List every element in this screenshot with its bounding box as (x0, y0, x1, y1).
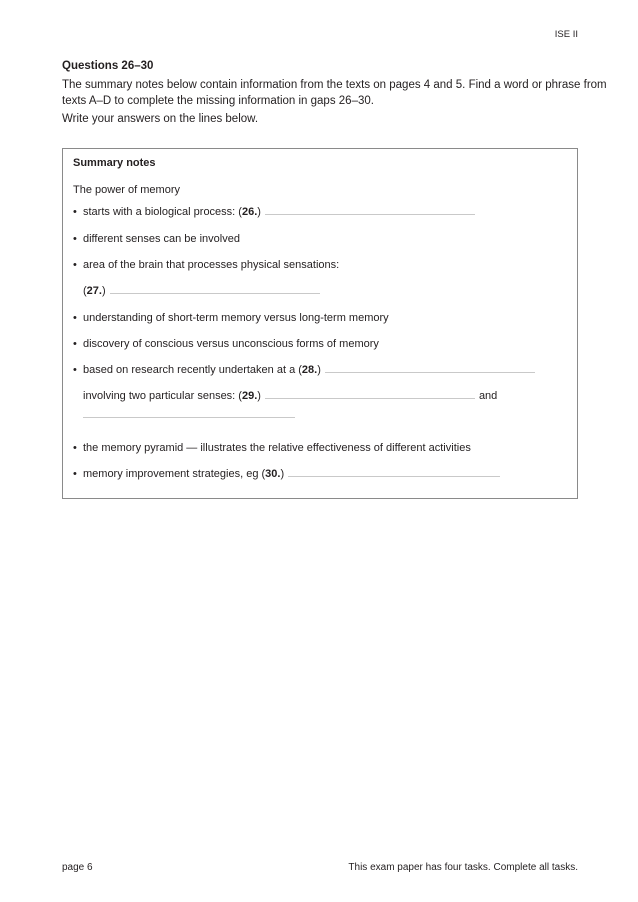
item-text: the memory pyramid — illustrates the relative effectiveness of different activities (83, 442, 471, 454)
questions-title: Questions 26–30 (62, 60, 154, 72)
item-text: different senses can be involved (83, 233, 240, 245)
gap-number-29: 29. (241, 390, 258, 402)
item-text: starts with a biological process: ( (83, 206, 242, 218)
answer-line-27[interactable] (110, 292, 320, 294)
answer-line-28[interactable] (325, 371, 535, 373)
footer-note-emph: all (539, 862, 550, 873)
intro-plain: The summary notes below contain information from the texts on pages 4 and 5. (62, 79, 469, 91)
item-text: discovery of conscious versus unconscious forms of memory (83, 338, 379, 350)
gap-number-26: 26. (241, 206, 258, 218)
page-number: page 6 (62, 862, 93, 873)
footer-note-emph: four (444, 862, 462, 873)
list-item: • starts with a biological process: ( 26. ) (73, 206, 475, 218)
list-item-continuation: ( 27. ) (83, 285, 320, 297)
bullet-icon: • (73, 206, 77, 218)
list-item-continuation (83, 416, 295, 421)
list-item (73, 312, 389, 324)
gap-number-27: 27. (86, 285, 102, 297)
item-text: understanding of short-term memory versus long-term memory (83, 312, 389, 324)
gap-number-28: 28. (301, 364, 318, 376)
bullet-icon: • (73, 442, 77, 454)
list-item (73, 338, 379, 350)
summary-notes-box (62, 148, 578, 499)
item-text: area of the brain that processes physical sensations: (83, 259, 340, 271)
footer-note-part: This exam paper has (348, 862, 445, 873)
footer-note-part: tasks. (549, 862, 578, 873)
bullet-icon: • (73, 468, 77, 480)
item-text: memory improvement strategies, eg ( (83, 468, 266, 480)
answer-line-29a[interactable] (265, 397, 475, 399)
bullet-icon: • (73, 364, 77, 376)
gap-number-30: 30. (265, 468, 281, 480)
answer-line-30[interactable] (288, 475, 500, 477)
answer-line-26[interactable] (265, 213, 475, 215)
list-item-continuation: involving two particular senses: ( 29. ) and (83, 390, 498, 402)
summary-title: Summary notes (73, 157, 156, 169)
bullet-icon: • (73, 312, 77, 324)
intro-instruction: Find a word or phrase from texts A–D to complete the missing information in gaps 26–30. (62, 79, 607, 107)
list-item: • based on research recently undertaken at a ( 28. ) (73, 364, 535, 376)
list-item: • memory improvement strategies, eg ( 30. ) (73, 468, 500, 480)
list-item (73, 233, 240, 245)
intro-text (62, 78, 622, 109)
exam-code: ISE II (554, 29, 578, 40)
item-text: involving two particular senses: ( (83, 390, 242, 402)
bullet-icon: • (73, 259, 77, 271)
answer-line-29b[interactable] (83, 416, 295, 418)
bullet-icon: • (73, 338, 77, 350)
summary-subtitle: The power of memory (73, 184, 180, 196)
bullet-icon: • (73, 233, 77, 245)
and-connector: and (478, 390, 498, 402)
write-instruction: Write your answers on the lines below. (62, 113, 259, 125)
list-item (73, 259, 339, 271)
list-item (73, 442, 471, 454)
item-text: based on research recently undertaken at a ( (83, 364, 302, 376)
footer-note-part: tasks. Complete (461, 862, 540, 873)
footer-note (348, 862, 578, 873)
